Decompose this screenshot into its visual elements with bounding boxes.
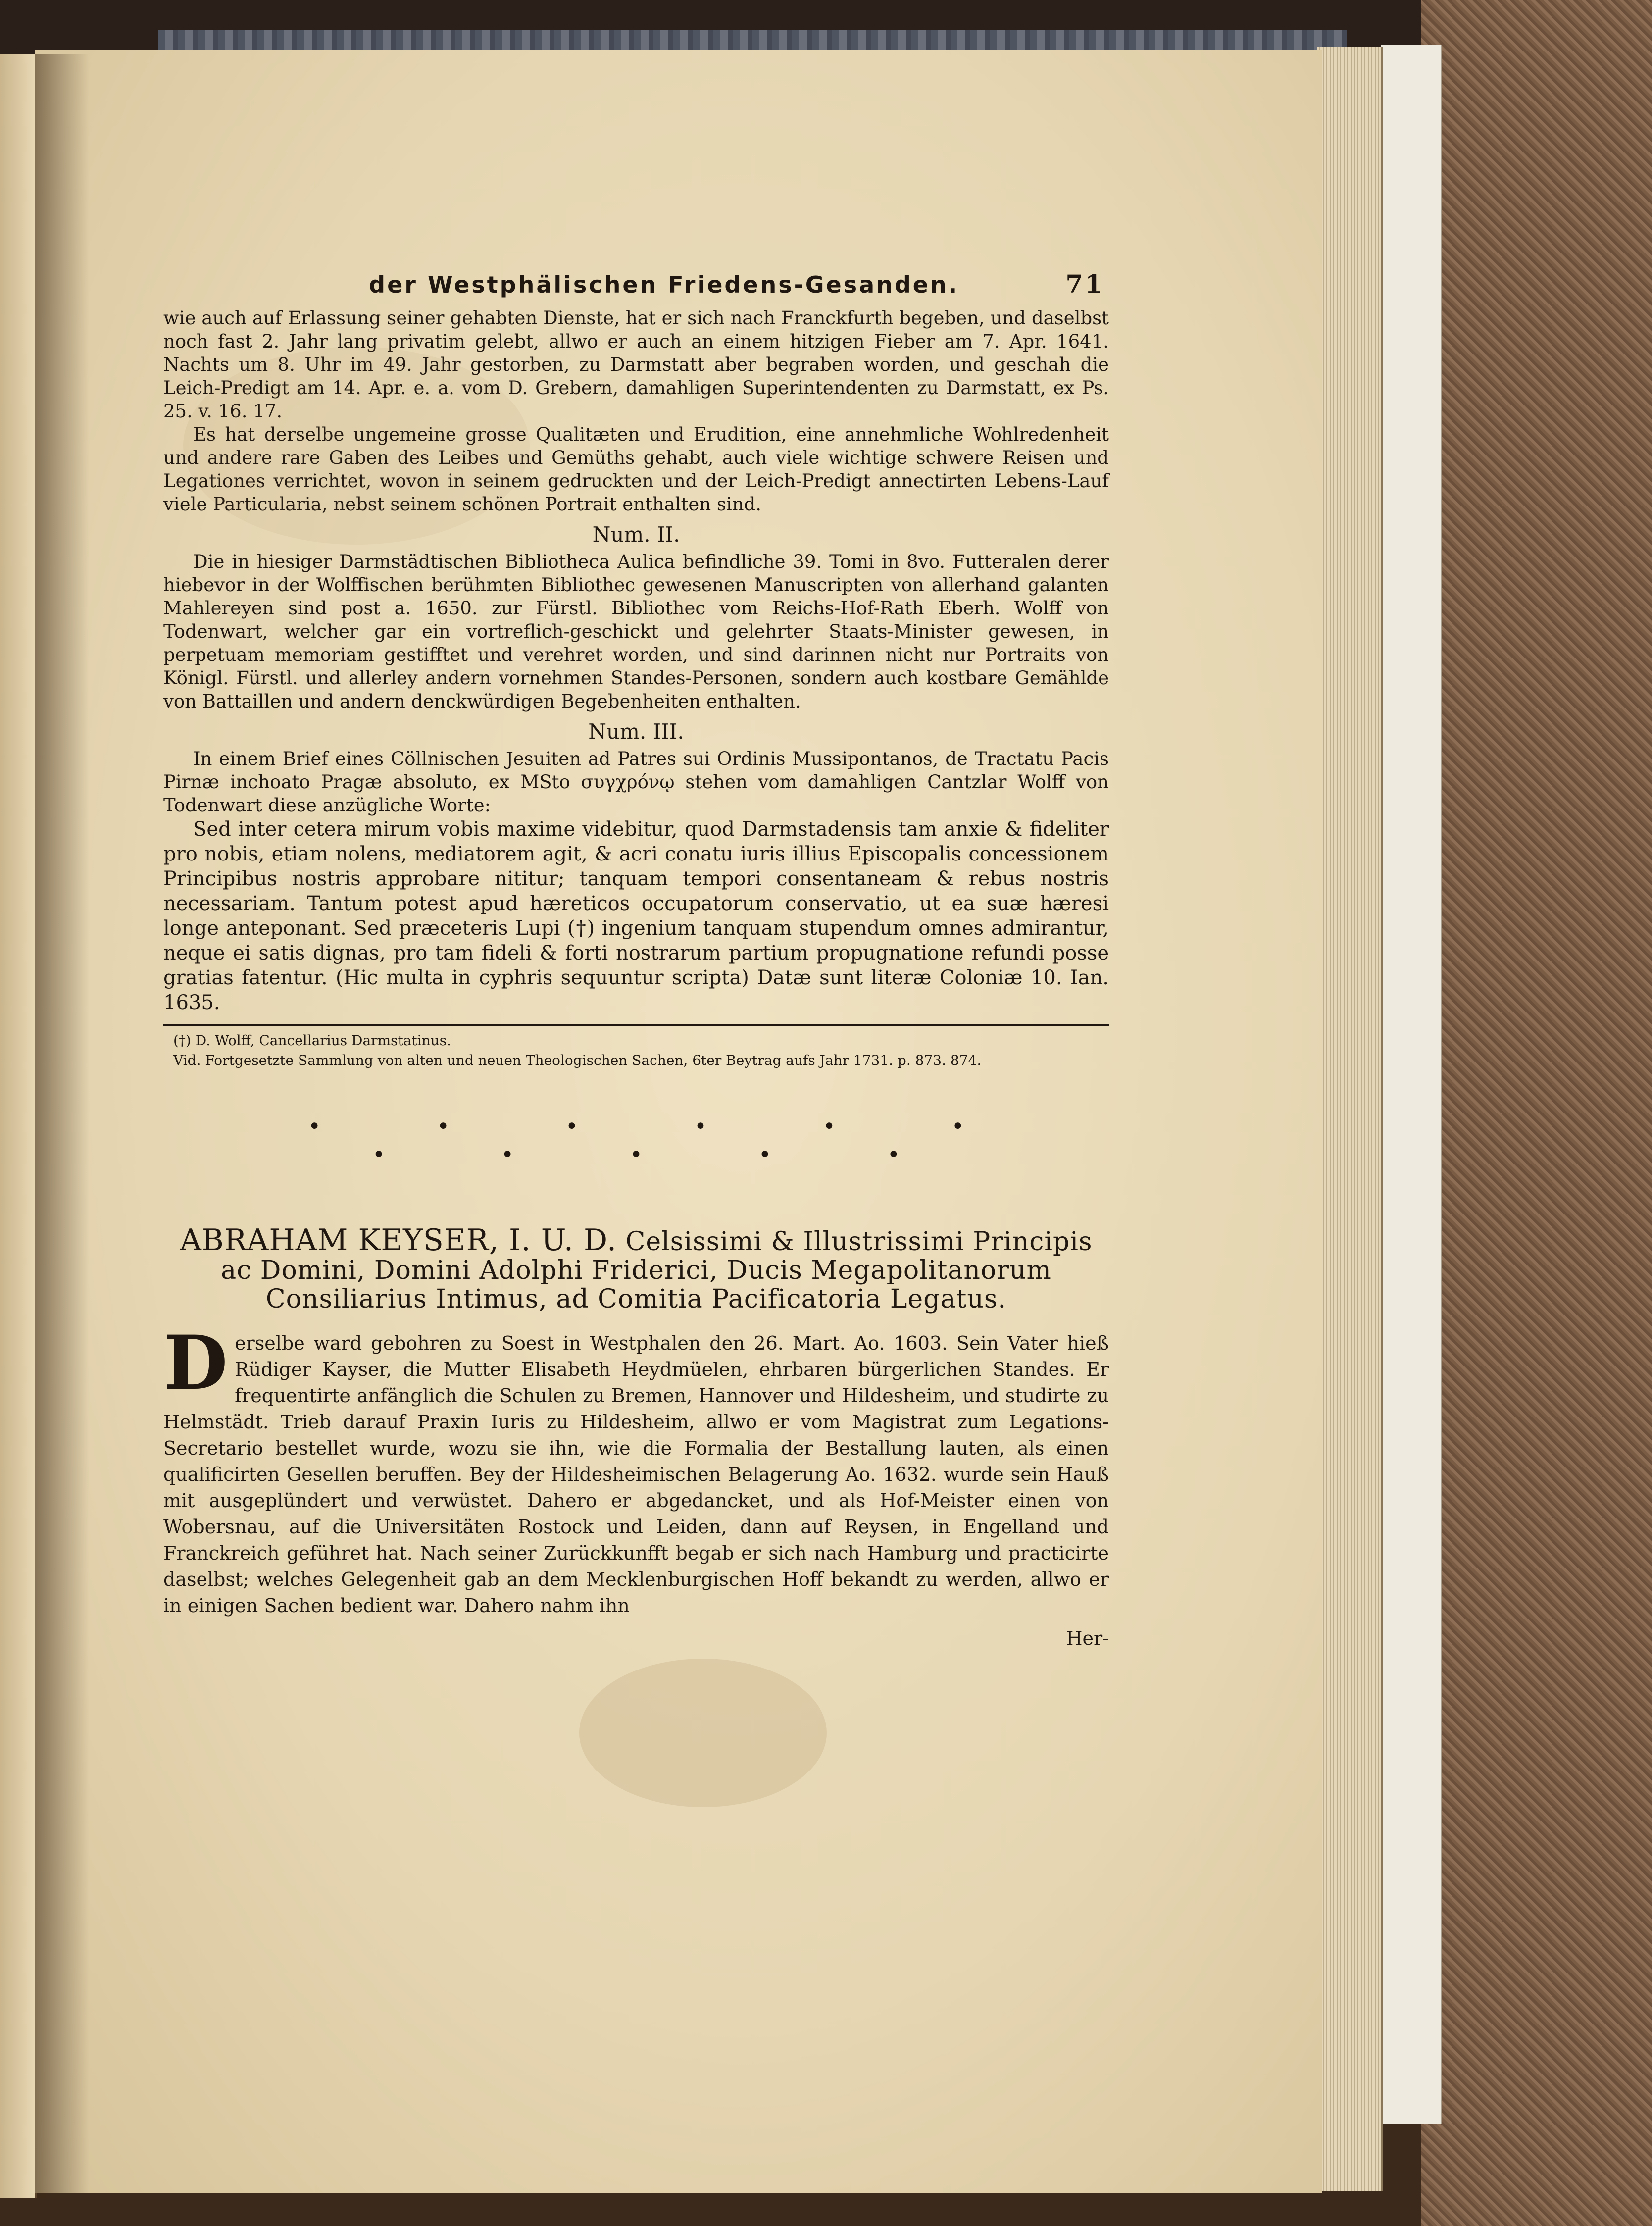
white-card-insert [1381,45,1442,2124]
footnote: (†) D. Wolff, Cancellarius Darmstatinus. [173,1032,451,1049]
paragraph: Die in hiesiger Darmstädtischen Bibliotheca Aulica befindliche 39. Tomi in 8vo. Futteralen derer hiebevor in der Wolffischen berühmten Bibliothec gewesenen Manuscripten von allerhand galanten Mahlereyen sind post a. 1650. zur Fürstl. Bibliothec vom Reichs-Hof-Rath Eberh. Wolff von Todenwart, welcher gar ein vortreflich-geschickt und gelehrter Staats-Minister gewesen, in perpetuam memoriam gestifftet und verehret worden, und sind darinnen nicht nur Portraits von Königl. Fürstl. und allerley andern vornehmen Standes-Personen, sondern auch kostbare Gemählde von Battaillen und andern denckwürdigen Begebenheiten enthalten. [163,551,1109,712]
drop-cap: D [163,1319,228,1407]
entry-title: Celsissimi & Illustrissimi Principis ac Domini, Domini Adolphi Friderici, Ducis Megapolitanorum Consiliarius Intimus, ad Comitia Pacificatoria Legatus. [221,1227,1093,1314]
ornament-row: • • • • • [372,1142,954,1167]
entry-heading [163,1223,1109,1314]
section-heading: Num. III. [588,719,684,744]
paper-stain [183,347,530,545]
entry-body [163,1319,1109,1619]
running-head [163,269,1109,299]
page-number: 71 [1065,269,1104,299]
book-page [35,50,1322,2193]
paragraph: Es hat derselbe ungemeine grosse Qualitæten und Erudition, eine annehmliche Wohlredenheit und andere rare Gaben des Leibes und Gemüths gehabt, auch viele wichtige schwere Reisen und Legationes verrichtet, wovon in seinem gedruckten und der Leich-Predigt annectirten Lebens-Lauf viele Particularia, nebst seinem schönen Portrait enthalten sind. [163,424,1109,515]
footnote: Vid. Fortgesetzte Sammlung von alten und neuen Theologischen Sachen, 6ter Beytrag aufs Jahr 1731. p. 873. 874. [173,1052,982,1068]
entry-body-text: erselbe ward gebohren zu Soest in Westphalen den 26. Mart. Ao. 1603. Sein Vater hieß Rüdiger Kayser, die Mutter Elisabeth Heydmüelen, ehrbaren bürgerlichen Standes. Er frequentirte anfänglich die Schulen zu Bremen, Hannover und Hildesheim, und studirte zu Helmstädt. Trieb darauf Praxin Iuris zu Hildesheim, allwo er vom Magistrat zum Legations-Secretario bestellet wurde, wozu sie ihn, wie die Formalia der Bestallung lauten, als einen qualificirten Gesellen beruffen. Bey der Hildesheimischen Belagerung Ao. 1632. wurde sein Hauß mit ausgeplündert und verwüstet. Dahero er abgedancket, und als Hof-Meister einen von Wobersnau, auf die Universitäten Rostock und Leiden, dann auf Reysen, in Engelland und Franckreich geführet hat. Nach seiner Zurückkunfft begab er sich nach Hamburg und practicirte daselbst; welches Gelegenheit gab an dem Mecklenburgischen Hoff bekandt zu werden, allwo er in einigen Sachen bedient war. Dahero nahm ihn [163,1332,1109,1617]
paragraph: wie auch auf Erlassung seiner gehabten Dienste, hat er sich nach Franckfurth begeben, und daselbst noch fast 2. Jahr lang privatim gelebt, allwo er auch an einem hitzigen Fieber am 7. Apr. 1641. Nachts um 8. Uhr im 49. Jahr gestorben, zu Darmstatt aber begraben worden, und geschah die Leich-Predigt am 14. Apr. e. a. vom D. Grebern, damahligen Superintendenten zu Darmstatt, ex Ps. 25. v. 16. 17. [163,307,1109,422]
latin-quotation: Sed inter cetera mirum vobis maxime videbitur, quod Darmstadensis tam anxie & fideliter pro nobis, etiam nolens, mediatorem agit, & acri conatu iuris illius Episcopalis concessionem Principibus nostris approbare nititur; tanquam tempori consentaneam & rebus nostris necessariam. Tantum potest apud hæreticos occupatorum conservatio, ut ea suæ hæresi longe anteponant. Sed præceteris Lupi (†) ingenium tanquam stupendum omnes admirantur, neque ei satis dignas, pro tam fideli & forti nostrarum partium propugnatione refundi posse gratias fatentur. (Hic multa in cyphris sequuntur scripta) Datæ sunt literæ Coloniæ 10. Ian. 1635. [163,818,1109,1014]
paper-stain [579,1659,827,1807]
facing-page-edge [0,54,37,2198]
catchword: Her- [1066,1627,1109,1649]
page-edges [1317,47,1383,2191]
marbled-backing-board [1421,0,1652,2226]
section-heading: Num. II. [592,522,680,547]
ornament-row: • • • • • • [308,1114,1019,1139]
ornament-divider [163,1115,1109,1166]
entry-name: ABRAHAM KEYSER, I. U. D. [180,1223,617,1258]
paragraph: In einem Brief eines Cöllnischen Jesuiten ad Patres sui Ordinis Mussipontanos, de Tractatu Pacis Pirnæ inchoato Pragæ absoluto, ex MSto συγχρόνῳ stehen vom damahligen Cantzlar Wolff von Todenwart diese anzügliche Worte: [163,748,1109,816]
footnote-rule [163,1024,1109,1026]
running-head-title: der Westphälischen Friedens-Gesanden. [369,271,959,298]
